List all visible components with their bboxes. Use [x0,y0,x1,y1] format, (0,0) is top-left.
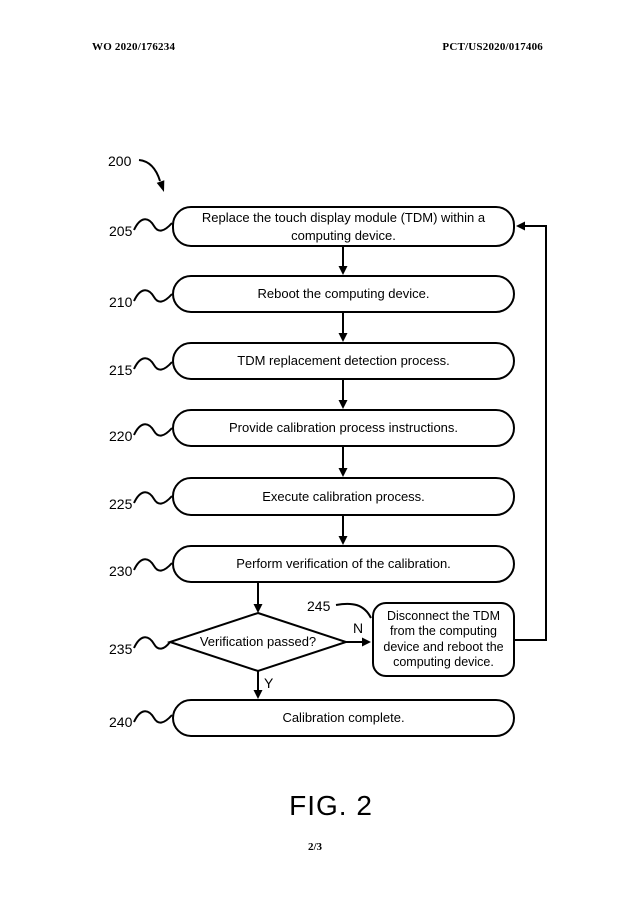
arrowhead-235 [254,604,263,613]
ref-240-connector [134,711,172,722]
ref-220-connector [134,424,172,435]
flow-step-225 [172,477,515,516]
flow-step-245-text: Disconnect the TDM from the computing device and reboot the computing device. [383,608,504,669]
branch-label-no: N [353,620,364,636]
ref-215-connector [134,358,172,369]
feedback-line-245-to-205 [515,226,546,640]
arrowhead-feedback-205 [516,222,525,231]
flow-step-215-text: TDM replacement detection process. [237,353,450,368]
flow-step-230-text: Perform verification of the calibration. [236,556,451,571]
flow-step-220 [172,409,515,447]
ref-200-arrow [139,160,160,181]
flow-step-205 [172,206,515,247]
arrowhead-210 [339,266,348,275]
arrowhead-240 [254,690,263,699]
ref-210-connector [134,290,172,301]
flow-step-230 [172,545,515,583]
ref-210: 210 [109,294,133,310]
arrowhead-245 [362,638,371,647]
arrowhead-215 [339,333,348,342]
flow-step-245 [372,602,515,677]
flow-step-225-text: Execute calibration process. [262,488,425,504]
flow-step-220-text: Provide calibration process instructions. [228,420,459,435]
ref-230: 230 [109,563,133,579]
flow-step-215 [172,342,515,380]
flow-step-240 [172,699,515,737]
ref-220: 220 [109,428,133,444]
ref-205: 205 [109,223,133,239]
publication-number: WO 2020/176234 [92,41,176,53]
flow-step-210 [172,275,515,313]
application-number: PCT/US2020/017406 [442,41,543,53]
arrowhead-220 [339,400,348,409]
ref-245-connector [336,604,371,618]
ref-225: 225 [109,496,133,512]
ref-240: 240 [109,714,133,730]
ref-215: 215 [109,362,133,378]
flow-step-205-text: Replace the touch display module (TDM) within a computing device. [201,209,486,243]
ref-235: 235 [109,641,133,657]
ref-200: 200 [108,153,132,169]
ref-205-connector [134,219,172,230]
decision-235-text: Verification passed? [199,634,317,649]
branch-label-yes: Y [264,675,274,691]
arrowhead-225 [339,468,348,477]
ref-225-connector [134,492,172,503]
flow-step-210-text: Reboot the computing device. [257,286,430,301]
figure-caption: FIG. 2 [289,790,373,821]
ref-230-connector [134,559,172,570]
flow-step-240-text: Calibration complete. [282,710,405,725]
ref-245: 245 [307,598,331,614]
ref-235-connector [134,637,170,648]
ref-200-arrowhead [157,180,165,192]
sheet-number: 2/3 [307,841,323,853]
arrowhead-230 [339,536,348,545]
